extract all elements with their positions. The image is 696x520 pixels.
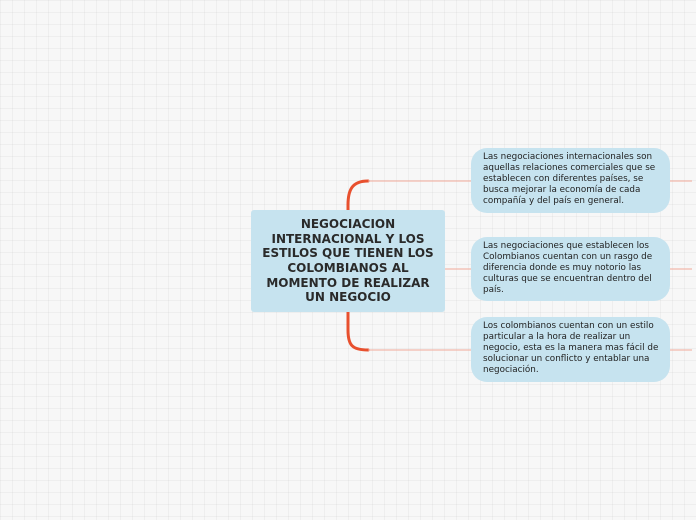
central-topic-text: NEGOCIACION INTERNACIONAL Y LOS ESTILOS QUE TIENEN LOS COLOMBIANOS AL MOMENTO DE REALIZAR UN NEGOCIO [262,217,434,305]
subtopic-node-1[interactable] [471,148,670,213]
subtopic-node-3[interactable] [471,317,670,382]
subtopic-text-2: Las negociaciones que establecen los Colombianos cuentan con un rasgo de diferencia donde es muy notorio las culturas que se encuentran dentro del país. [483,241,653,295]
central-topic-node[interactable] [251,210,445,312]
subtopic-text-1: Las negociaciones internacionales son aquellas relaciones comerciales que se establecen con diferentes países, se busca mejorar la economía de cada compañía y del país en general. [483,152,656,206]
subtopic-node-2[interactable] [471,237,670,301]
subtopic-text-3: Los colombianos cuentan con un estilo particular a la hora de realizar un negocio, esta es la manera mas fácil de solucionar un conflicto y entablar una negociación. [483,321,659,375]
